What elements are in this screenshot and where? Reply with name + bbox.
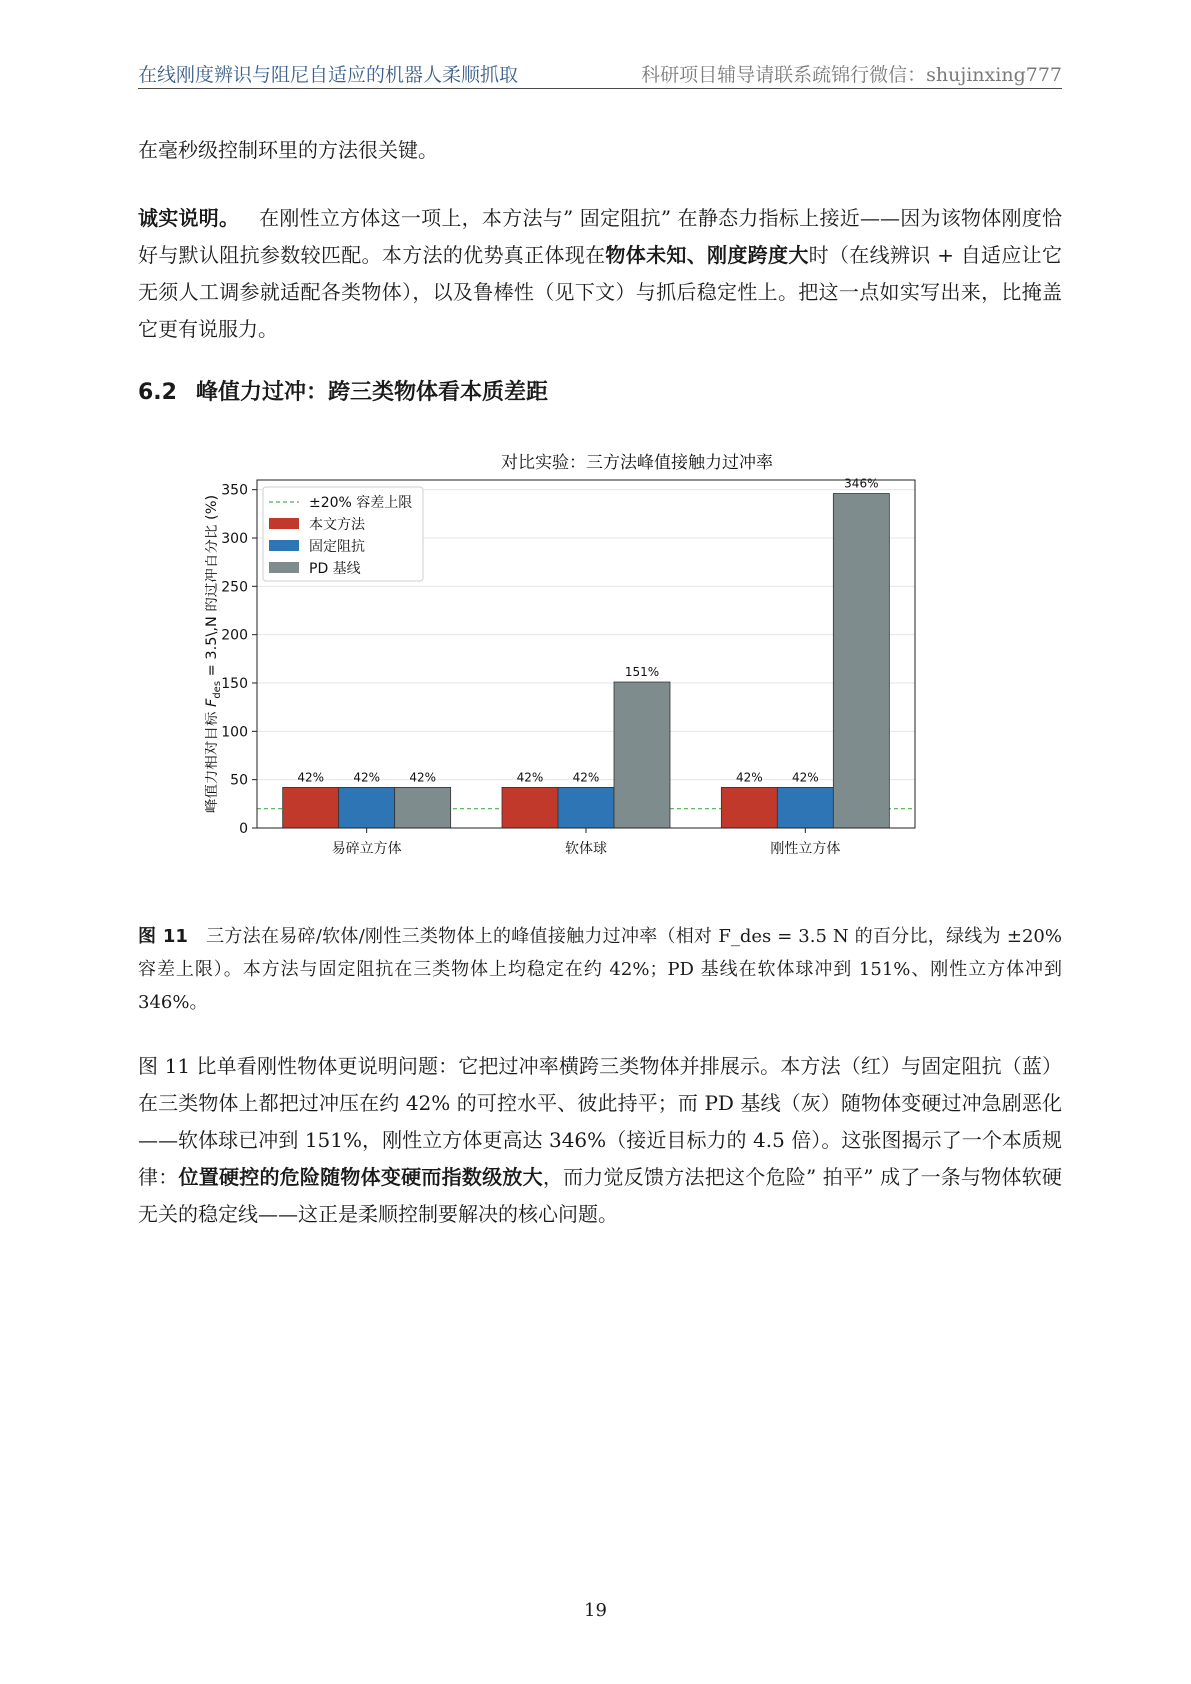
bar-value-label: 42%	[516, 770, 544, 785]
honest-note-paragraph	[138, 200, 1062, 348]
bar	[558, 787, 614, 828]
legend-swatch-fixed	[269, 540, 299, 551]
bar	[833, 494, 889, 828]
legend-swatch-pd	[269, 562, 299, 573]
bar	[502, 787, 558, 828]
page-number: 19	[584, 1600, 607, 1621]
header-title: 在线刚度辨识与阻尼自适应的机器人柔顺抓取	[138, 64, 519, 86]
bar-value-label: 42%	[297, 770, 325, 785]
bar-value-label: 42%	[409, 770, 437, 785]
header-contact: 科研项目辅导请联系疏锦行微信：shujinxing777	[641, 64, 1062, 86]
chart-title: 对比实验：三方法峰值接触力过冲率	[501, 453, 773, 473]
bar-value-label: 42%	[735, 770, 763, 785]
bar	[339, 787, 395, 828]
y-tick-label: 300	[221, 531, 248, 547]
y-tick-label: 200	[221, 627, 248, 644]
y-axis-label-var: F	[205, 698, 220, 708]
y-tick-label: 50	[230, 772, 248, 789]
bar-value-label: 42%	[572, 770, 600, 785]
y-tick-label: 100	[221, 724, 248, 741]
figure-11	[205, 440, 995, 900]
discussion-emphasis: 位置硬控的危险随物体变硬而指数级放大	[178, 1165, 543, 1189]
y-tick-label: 350	[221, 482, 248, 499]
honest-note-text-1: 在刚性立方体这一项上，本方法与” 固定阻抗” 在静态力指标上接近——因为该物体刚度恰好与默认阻抗参数较匹配。本方法的优势真正体现在	[138, 206, 1062, 267]
legend	[263, 487, 423, 581]
figure-caption	[138, 920, 1062, 1019]
y-axis-label-prefix: 峰值力相对目标	[205, 707, 220, 814]
y-axis-label-sub: des	[212, 680, 223, 699]
x-tick-label: 易碎立方体	[331, 841, 402, 857]
x-tick-label: 刚性立方体	[770, 841, 841, 857]
bar	[614, 682, 670, 828]
y-tick-label: 0	[239, 821, 248, 837]
overshoot-bar-chart	[205, 440, 995, 900]
caption-text: 三方法在易碎/软体/刚性三类物体上的峰值接触力过冲率（相对 F_des = 3.5 N 的百分比，绿线为 ±20% 容差上限）。本方法与固定阻抗在三类物体上均稳定在约 42%；PD 基线在软体球冲到 151%、刚性立方体冲到 346%。	[138, 926, 1062, 1013]
discussion-text-2: ，而力觉反馈方法把这个危险” 拍平” 成了一条与物体软硬无关的稳定线——这正是柔顺控制要解决的核心问题。	[138, 1165, 1063, 1226]
bar-value-label: 151%	[624, 665, 660, 680]
bar-value-label: 42%	[791, 770, 819, 785]
bar-value-label: 346%	[844, 476, 879, 491]
x-tick-label: 软体球	[565, 841, 607, 857]
bar	[395, 787, 451, 828]
y-axis-label-suffix: = 3.5\,N 的过冲百分比 (%)	[205, 494, 220, 681]
bar	[777, 787, 833, 828]
bar	[283, 787, 339, 828]
section-title: 峰值力过冲：跨三类物体看本质差距	[196, 380, 549, 405]
honest-note-text-2: 时（在线辨识 + 自适应让它无须人工调参就适配各类物体），以及鲁棒性（见下文）与抓后稳定性上。把这一点如实写出来，比掩盖它更有说服力。	[138, 243, 1063, 341]
legend-label-fixed: 固定阻抗	[309, 539, 365, 555]
honest-note-label: 诚实说明。	[138, 206, 240, 230]
section-number: 6.2	[138, 380, 177, 405]
section-heading	[138, 375, 548, 406]
legend-label-reference: ±20% 容差上限	[309, 495, 413, 511]
bar-value-label: 42%	[353, 770, 381, 785]
intro-line: 在毫秒级控制环里的方法很关键。	[138, 138, 438, 162]
y-tick-label: 250	[221, 579, 248, 596]
caption-label: 图 11	[138, 926, 188, 947]
honest-note-emphasis: 物体未知、刚度跨度大	[605, 243, 809, 267]
y-tick-label: 150	[221, 676, 248, 692]
legend-label-pd: PD 基线	[309, 561, 361, 577]
legend-label-ours: 本文方法	[309, 517, 365, 533]
legend-swatch-ours	[269, 518, 299, 529]
discussion-paragraph	[138, 1048, 1062, 1233]
bar	[721, 787, 777, 828]
running-header	[138, 58, 1062, 89]
discussion-text-1: 图 11 比单看刚性物体更说明问题：它把过冲率横跨三类物体并排展示。本方法（红）与固定阻抗（蓝）在三类物体上都把过冲压在约 42% 的可控水平、彼此持平；而 PD 基线（灰）随物体变硬过冲急剧恶化——软体球已冲到 151%，刚性立方体更高达 346%（接近目标力的 4.5 倍）。这张图揭示了一个本质规律：	[138, 1054, 1062, 1189]
